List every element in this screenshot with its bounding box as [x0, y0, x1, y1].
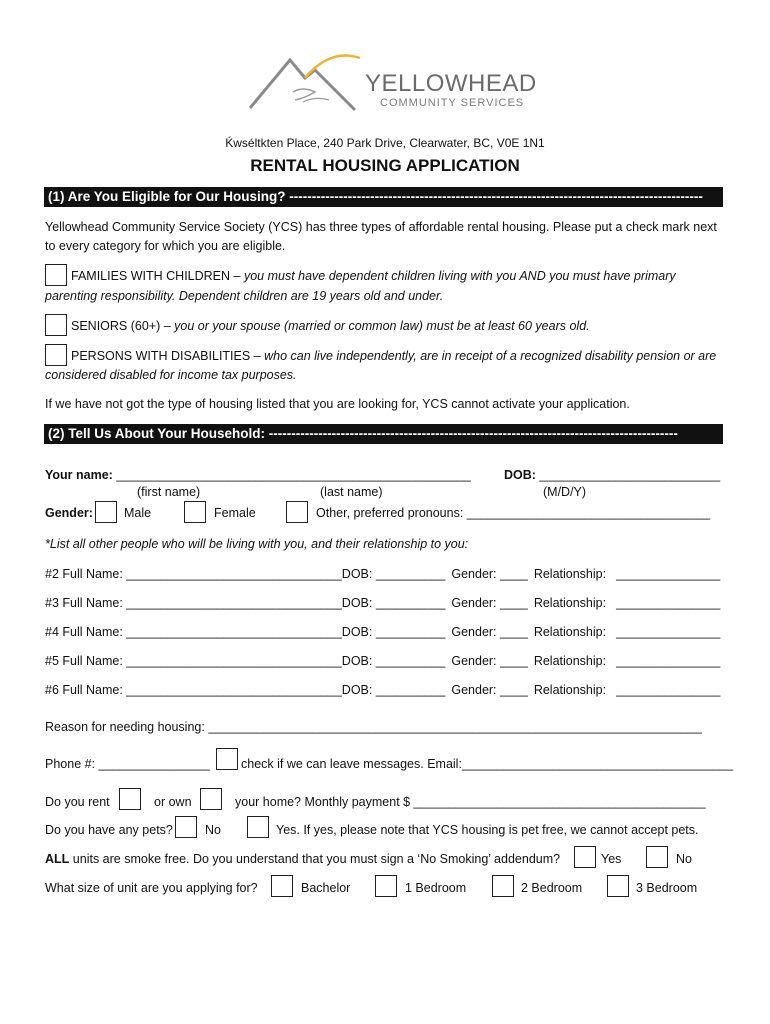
member-relationship-field[interactable]: _______________ [616, 654, 721, 668]
other-gender-row [316, 506, 710, 520]
email-field[interactable]: _______________________________________ [461, 757, 734, 771]
dob-row [504, 468, 720, 482]
pronouns-field[interactable]: ___________________________________ [466, 506, 711, 520]
disabilities-checkbox[interactable] [45, 344, 67, 366]
bedroom-1-label: 1 Bedroom [405, 881, 467, 895]
smoke-no-checkbox[interactable] [646, 846, 668, 868]
household-member-row [45, 654, 720, 668]
member-relationship-label: Relationship: [533, 596, 607, 610]
smoke-no-label: No [676, 852, 692, 866]
male-label: Male [124, 506, 152, 520]
phone-row [45, 757, 210, 771]
member-relationship-field[interactable]: _______________ [616, 596, 721, 610]
member-name-label: #6 Full Name: [45, 683, 127, 697]
intro-line-1: Yellowhead Community Service Society (YCS) has three types of affordable rental housing. Please put a check mark next [45, 220, 717, 234]
messages-label: check if we can leave messages. Email: [241, 757, 462, 771]
email-row [241, 757, 733, 771]
own-checkbox[interactable] [200, 788, 222, 810]
bedroom-2-checkbox[interactable] [492, 875, 514, 897]
member-name-field[interactable]: _______________________________ [126, 625, 342, 639]
pets-yes-checkbox[interactable] [247, 816, 269, 838]
rent-checkbox[interactable] [119, 788, 141, 810]
member-gender-field[interactable]: Gender: ____ [451, 567, 528, 581]
first-name-caption: (first name) [137, 485, 201, 499]
bachelor-checkbox[interactable] [271, 875, 293, 897]
other-gender-label: Other, preferred pronouns: [316, 506, 467, 520]
dob-field[interactable]: __________________________ [539, 468, 721, 482]
families-option [71, 269, 676, 283]
member-relationship-label: Relationship: [533, 625, 607, 639]
section-1-note: If we have not got the type of housing listed that you are looking for, YCS cannot activate your application. [45, 397, 630, 411]
disabilities-label: PERSONS WITH DISABILITIES – [71, 349, 265, 363]
member-relationship-label: Relationship: [533, 683, 607, 697]
your-name-field[interactable]: ___________________________________________________ [116, 468, 471, 482]
disabilities-option [71, 349, 716, 363]
household-member-row [45, 625, 720, 639]
unit-size-question: What size of unit are you applying for? [45, 881, 258, 895]
your-name-label: Your name: [45, 468, 117, 482]
member-relationship-field[interactable]: _______________ [616, 683, 721, 697]
smoke-all: ALL [45, 852, 70, 866]
phone-label: Phone #: [45, 757, 99, 771]
male-checkbox[interactable] [95, 501, 117, 523]
household-member-row [45, 683, 720, 697]
bedroom-2-label: 2 Bedroom [521, 881, 583, 895]
female-checkbox[interactable] [184, 501, 206, 523]
dob-label: DOB: [504, 468, 540, 482]
messages-checkbox[interactable] [216, 748, 238, 770]
families-desc-2: parenting responsibility. Dependent children are 19 years old and under. [45, 289, 444, 303]
last-name-caption: (last name) [320, 485, 383, 499]
member-relationship-field[interactable]: _______________ [616, 567, 721, 581]
bedroom-3-checkbox[interactable] [607, 875, 629, 897]
member-name-field[interactable]: _______________________________ [126, 567, 342, 581]
member-name-label: #2 Full Name: [45, 567, 127, 581]
member-name-label: #4 Full Name: [45, 625, 127, 639]
member-gender-field[interactable]: Gender: ____ [451, 596, 528, 610]
dob-caption: (M/D/Y) [543, 485, 587, 499]
smoke-text: units are smoke free. Do you understand that you must sign a ‘No Smoking’ addendum? [69, 852, 561, 866]
families-desc: you must have dependent children living with you AND you must have primary [243, 269, 676, 283]
bedroom-3-label: 3 Bedroom [636, 881, 698, 895]
pets-no-checkbox[interactable] [175, 816, 197, 838]
member-name-field[interactable]: _______________________________ [126, 596, 342, 610]
household-member-row [45, 596, 720, 610]
reason-field[interactable]: _______________________________________________________________________ [208, 720, 702, 734]
member-dob-field[interactable]: DOB: __________ [341, 567, 446, 581]
pets-yes-label: Yes. If yes, please note that YCS housing is pet free, we cannot accept pets. [276, 823, 699, 837]
home-payment-label: your home? Monthly payment $ [235, 795, 414, 809]
member-relationship-field[interactable]: _______________ [616, 625, 721, 639]
member-dob-field[interactable]: DOB: __________ [341, 596, 446, 610]
female-label: Female [214, 506, 256, 520]
member-gender-field[interactable]: Gender: ____ [451, 625, 528, 639]
member-dob-field[interactable]: DOB: __________ [341, 683, 446, 697]
own-label: or own [154, 795, 192, 809]
member-name-field[interactable]: _______________________________ [126, 683, 342, 697]
other-gender-checkbox[interactable] [286, 501, 308, 523]
household-list-note: *List all other people who will be living with you, and their relationship to you: [45, 537, 469, 551]
logo-tagline: COMMUNITY SERVICES [380, 97, 525, 109]
section-1-header: (1) Are You Eligible for Our Housing? -------------------------------------------------------------------------------------------- [44, 187, 723, 207]
seniors-checkbox[interactable] [45, 314, 67, 336]
member-relationship-label: Relationship: [533, 567, 607, 581]
reason-label: Reason for needing housing: [45, 720, 209, 734]
gender-label: Gender: [45, 506, 93, 520]
bachelor-label: Bachelor [301, 881, 351, 895]
member-gender-field[interactable]: Gender: ____ [451, 683, 528, 697]
seniors-desc: you or your spouse (married or common law) must be at least 60 years old. [174, 319, 590, 333]
payment-row [235, 795, 706, 809]
member-name-label: #5 Full Name: [45, 654, 127, 668]
reason-row [45, 720, 702, 734]
page-title: RENTAL HOUSING APPLICATION [250, 156, 520, 175]
smoke-yes-checkbox[interactable] [574, 846, 596, 868]
payment-field[interactable]: __________________________________________ [413, 795, 706, 809]
phone-field[interactable]: ________________ [98, 757, 210, 771]
smoke-question [45, 852, 560, 866]
your-name-row [45, 468, 471, 482]
member-gender-field[interactable]: Gender: ____ [451, 654, 528, 668]
member-dob-field[interactable]: DOB: __________ [341, 625, 446, 639]
families-label: FAMILIES WITH CHILDREN – [71, 269, 244, 283]
smoke-yes-label: Yes [601, 852, 622, 866]
logo-name: YELLOWHEAD [365, 70, 537, 97]
member-name-label: #3 Full Name: [45, 596, 127, 610]
member-relationship-label: Relationship: [533, 654, 607, 668]
families-checkbox[interactable] [45, 264, 67, 286]
member-name-field[interactable]: _______________________________ [126, 654, 342, 668]
bedroom-1-checkbox[interactable] [375, 875, 397, 897]
pets-label: Do you have any pets? [45, 823, 173, 837]
intro-line-2: to every category for which you are eligible. [45, 239, 286, 253]
rent-label: Do you rent [45, 795, 110, 809]
pets-no-label: No [205, 823, 221, 837]
address: Ḱwséltkten Place, 240 Park Drive, Clearwater, BC, V0E 1N1 [225, 136, 545, 150]
household-member-row [45, 567, 720, 581]
section-2-header: (2) Tell Us About Your Household: ------------------------------------------------------------------------------------------- [44, 424, 723, 444]
disabilities-desc-2: considered disabled for income tax purposes. [45, 368, 297, 382]
member-dob-field[interactable]: DOB: __________ [341, 654, 446, 668]
seniors-option [71, 319, 590, 333]
disabilities-desc: who can live independently, are in receipt of a recognized disability pension or are [264, 349, 717, 363]
seniors-label: SENIORS (60+) – [71, 319, 175, 333]
